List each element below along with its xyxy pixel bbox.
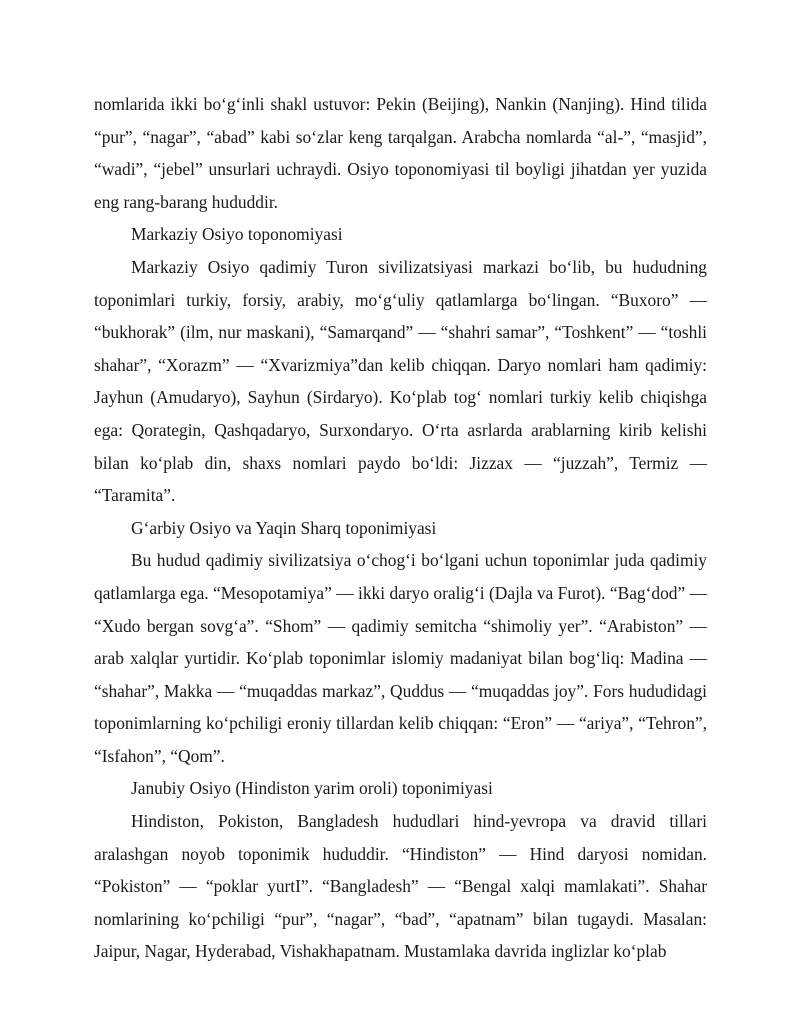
section-heading-central-asia: Markaziy Osiyo toponomiyasi	[131, 224, 343, 245]
paragraph-south-asia: Hindiston, Pokiston, Bangladesh hududlari hind-yevropa va dravid tillari aralashgan noyob toponimik hududdir. “Hindiston” — Hind daryosi nomidan. “Pokiston” — “poklar yurtI”. “Bangladesh” — “Bengal xalqi mamlakati”. Shahar nomlarining ko‘pchiligi “pur”, “nagar”, “bad”, “apatnam” bilan tugaydi. Masalan: Jaipur, Nagar, Hyderabad, Vishakhapatnam. Mustamlaka davrida inglizlar ko‘plab	[94, 811, 707, 962]
paragraph-west-asia: Bu hudud qadimiy sivilizatsiya o‘chog‘i bo‘lgani uchun toponimlar juda qadimiy qatlamlarga ega. “Mesopotamiya” — ikki daryo oralig‘i (Dajla va Furot). “Bag‘dod” — “Xudo bergan sovg‘a”. “Shom” — qadimiy semitcha “shimoliy yer”. “Arabiston” — arab xalqlar yurtidir. Ko‘plab toponimlar islomiy madaniyat bilan bog‘liq: Madina — “shahar”, Makka — “muqaddas markaz”, Quddus — “muqaddas joy”. Fors hududidagi toponimlarning ko‘pchiligi eroniy tillardan kelib chiqqan: “Eron” — “ariya”, “Tehron”, “Isfahon”, “Qom”.	[94, 550, 707, 766]
paragraph-central-asia: Markaziy Osiyo qadimiy Turon sivilizatsiyasi markazi bo‘lib, bu hududning toponimlari turkiy, forsiy, arabiy, mo‘g‘uliy qatlamlarga bo‘lingan. “Buxoro” — “bukhorak” (ilm, nur maskani), “Samarqand” — “shahri samar”, “Toshkent” — “toshli shahar”, “Xorazm” — “Xvarizmiya”dan kelib chiqqan. Daryo nomlari ham qadimiy: Jayhun (Amudaryo), Sayhun (Sirdaryo). Ko‘plab tog‘ nomlari turkiy kelib chiqishga ega: Qorategin, Qashqadaryo, Surxondaryo. O‘rta asrlarda arablarning kirib kelishi bilan ko‘plab din, shaxs nomlari paydo bo‘ldi: Jizzax — “juzzah”, Termiz — “Taramita”.	[94, 256, 707, 506]
document-page	[94, 88, 707, 968]
section-heading-south-asia: Janubiy Osiyo (Hindiston yarim oroli) toponimiyasi	[131, 778, 493, 799]
section-heading-west-asia: G‘arbiy Osiyo va Yaqin Sharq toponimiyasi	[131, 517, 437, 538]
paragraph-continuation: nomlarida ikki bo‘g‘inli shakl ustuvor: Pekin (Beijing), Nankin (Nanjing). Hind tilida “pur”, “nagar”, “abad” kabi so‘zlar keng tarqalgan. Arabcha nomlarda “al-”, “masjid”, “wadi”, “jebel” unsurlari uchraydi. Osiyo toponomiyasi til boyligi jihatdan yer yuzida eng rang-barang hududdir.	[94, 94, 707, 212]
